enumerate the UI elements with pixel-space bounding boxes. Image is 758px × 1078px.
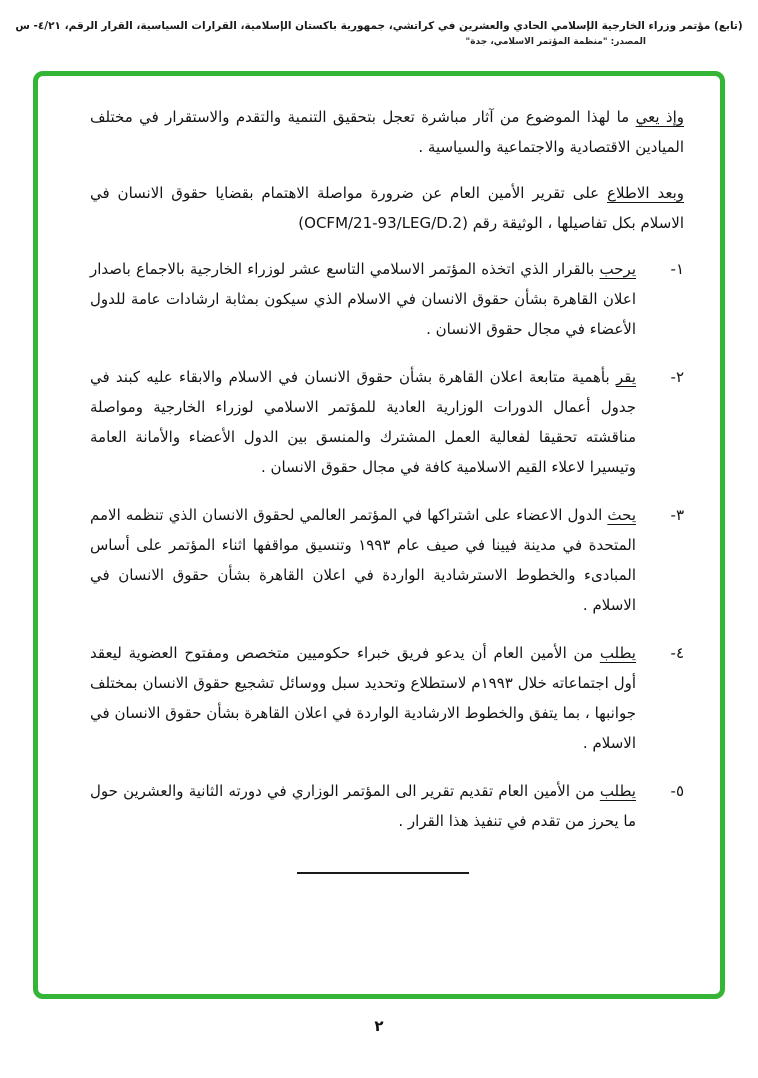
item-body-text: بالقرار الذي اتخذه المؤتمر الاسلامي التاسع عشر لوزراء الخارجية بالاجماع باصدار اعلان القاهرة بشأن حقوق الانسان في الاسلام الذي سيكون بمثابة ارشادات عامة للدول الأعضاء في مجال حقوق الانسان . [90,260,636,338]
item-lead-word: يقر [615,368,636,386]
item-lead-word: يرحب [599,260,636,278]
item-text [90,500,636,620]
item-text [90,254,636,344]
preamble-text: على تقرير الأمين العام عن ضرورة مواصلة الاهتمام بقضايا حقوق الانسان في الاسلام بكل تفاصيلها ، الوثيقة رقم (OCFM/21-93/LEG/D.2) [90,184,684,232]
document-body [38,76,720,894]
item-number: ٢- [670,368,684,386]
item-text [90,638,636,758]
preamble-lead-word: وإذ يعي [635,108,684,126]
page-number: ٢ [374,1017,384,1035]
item-number: ١- [670,260,684,278]
header-citation: (تابع) مؤتمر وزراء الخارجية الإسلامي الحادي والعشرين في كراتشي، جمهورية باكستان الإسلامية، القرارات السياسية، القرار الرقم، ٤/٢١- س [15,20,743,32]
item-body-text: الدول الاعضاء على اشتراكها في المؤتمر العالمي لحقوق الانسان الذي تنظمه الامم المتحدة في مدينة فيينا في صيف عام ١٩٩٣ وتنسيق مواقفها اثناء المؤتمر على أساس المبادىء والخطوط الاسترشادية الواردة في اعلان القاهرة بشأن حقوق الانسان في الاسلام . [90,506,636,614]
resolution-item-4 [90,638,684,758]
item-number: ٤- [670,644,684,662]
header-source: المصدر: "منظمة المؤتمر الاسلامي، جدة" [465,37,646,47]
item-text [90,776,636,836]
item-lead-word: يحث [607,506,636,524]
item-body-text: بأهمية متابعة اعلان القاهرة بشأن حقوق الانسان في الاسلام والابقاء عليه كبند في جدول أعمال الدورات الوزارية العادية للمؤتمر الاسلامي لوزراء الخارجية ومواصلة مناقشته تحقيقا لفعالية العمل المشترك والمنسق بين الدول الأعضاء والأمانة العامة وتيسيرا لاعلاء القيم الاسلامية كافة في مجال حقوق الانسان . [90,368,636,476]
content-border-box [33,71,725,999]
preamble-lead-word: وبعد الاطلاع [607,184,684,202]
item-number: ٥- [670,782,684,800]
item-body-text: من الأمين العام أن يدعو فريق خبراء حكوميين متخصص ومفتوح العضوية ليعقد أول اجتماعاته خلال ١٩٩٣م لاستطلاع وتحديد سبل ووسائل تشجيع حقوق الانسان بمختلف جوانبها ، بما يتفق والخطوط الارشادية الواردة في اعلان القاهرة بشأن حقوق الانسان في الاسلام . [90,644,636,752]
preamble-paragraph-2 [90,178,684,238]
preamble-paragraph-1 [90,102,684,162]
resolution-item-5 [90,776,684,836]
preamble-text: ما لهذا الموضوع من آثار مباشرة تعجل بتحقيق التنمية والتقدم والاستقرار في مختلف الميادين الاقتصادية والاجتماعية والسياسية . [90,108,684,156]
item-body-text: من الأمين العام تقديم تقرير الى المؤتمر الوزاري في دورته الثانية والعشرين حول ما يحرز من تقدم في تنفيذ هذا القرار . [90,782,636,830]
item-lead-word: يطلب [599,782,636,800]
resolution-item-2 [90,362,684,482]
item-lead-word: يطلب [599,644,636,662]
resolution-item-1 [90,254,684,344]
resolution-item-3 [90,500,684,620]
end-of-document-divider [297,872,469,874]
item-text [90,362,636,482]
document-header [0,0,758,47]
item-number: ٣- [670,506,684,524]
